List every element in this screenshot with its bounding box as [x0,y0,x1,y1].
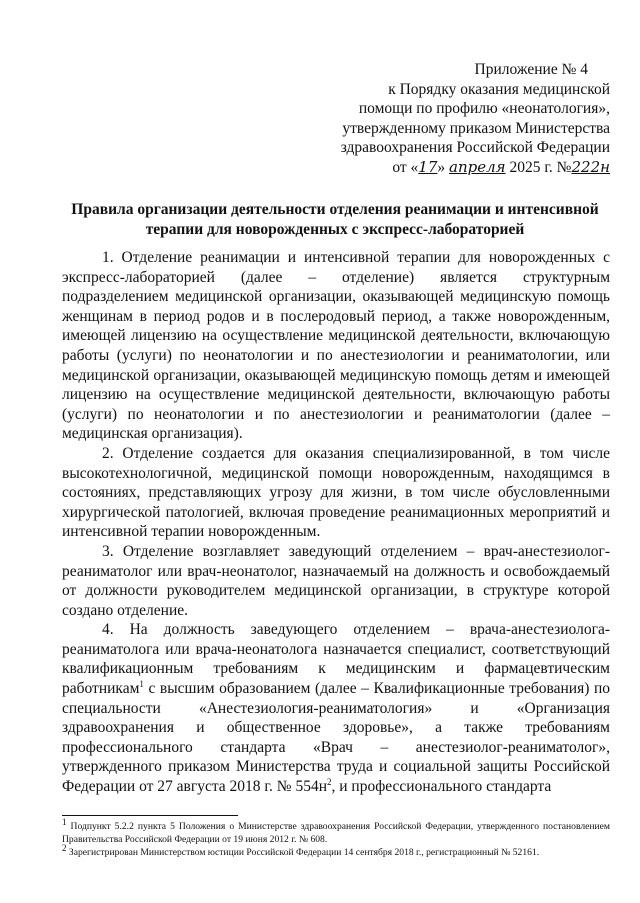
footnotes [62,816,610,859]
footnote-text: Подпункт 5.2.2 пункта 5 Положения о Министерстве здравоохранения Российской Федерации, утвержденного постановлением Правительства Российской Федерации от 19 июня 2012 г. № 608. [62,821,610,845]
paragraph-4 [62,620,610,796]
date-day-handwritten: 17 [418,157,438,176]
paragraph-4-part2: с высшим образованием (далее – Квалификационные требования) по специальности «Анестезиология-реаниматология» и «Организация здравоохранения и общественное здоровье», а также требованиям профессионального стандарта «Врач – анестезиолог-реаниматолог», утвержденного приказом Министерства труда и социальной защиты Российской Федерации от 27 августа 2018 г. № 554н [62,680,610,796]
footnote-1 [62,816,610,846]
date-year: 2025 г. № [509,158,572,176]
paragraph-4-part1: 4. На должность заведующего отделением – врача-анестезиолога-реаниматолога или врача-неонатолога назначается специалист, соответствующий квалификационным требованиям к медицинским и фармацевтическим работникам [62,621,610,698]
date-mid: » [437,158,446,176]
footnote-ref-2: 2 [327,776,332,787]
paragraph-1: 1. Отделение реанимации и интенсивной терапии для новорожденных с экспресс-лабораторией (далее – отделение) является структурным подразделением медицинской организации, оказывающей медицинскую помощь женщинам в период родов и в послеродовый период, а также новорожденным, имеющей лицензию на осуществление медицинской деятельности, включающую работы (услуги) по неонатологии и по анестезиологии и реаниматологии, или медицинской организации, оказывающей медицинскую помощь детям и имеющей лицензию на осуществление медицинской деятельности, включающую работы (услуги) по неонатологии и по анестезиологии и реаниматологии (далее – медицинская организация). [62,249,610,443]
document-body [62,248,610,797]
order-number-handwritten: 222н [571,157,610,176]
title-line: терапии для новорожденных с экспресс-лабораторией [145,221,525,238]
paragraph-3: 3. Отделение возглавляет заведующий отделением – врач-анестезиолог-реаниматолог или врач-неонатолог, назначаемый на должность и освобождаемый от должности руководителем медицинской организации, в структуре которой создано отделение. [62,542,610,619]
date-prefix: от « [392,158,419,176]
appendix-date-line [340,158,610,178]
appendix-title: Приложение № 4 [474,61,588,78]
title-line: Правила организации деятельности отделения реанимации и интенсивной [71,201,599,218]
appendix-header [340,60,610,177]
paragraph-2: 2. Отделение создается для оказания специализированной, в том числе высокотехнологичной, медицинской помощи новорожденным, находящимся в состояниях, представляющих угрозу для жизни, в том числе обусловленными хирургической патологией, включая проведение реанимационных мероприятий и интенсивной терапии новорожденным. [62,444,610,541]
appendix-line: к Порядку оказания медицинской [388,80,610,98]
appendix-line: здравоохранения Российской Федерации [340,139,610,156]
footnote-2 [62,842,610,859]
footnote-mark: 1 [62,816,67,827]
document-title [60,200,610,240]
footnote-mark: 2 [62,842,67,853]
footnote-text: Зарегистрирован Министерством юстиции Российской Федерации 14 сентября 2018 г., регистрационный № 52161. [66,847,540,858]
appendix-line: помощи по профилю «неонатология», [358,100,610,117]
footnote-ref-1: 1 [139,678,144,689]
paragraph-4-part3: , и профессионального стандарта [331,778,552,796]
appendix-line: утвержденному приказом Министерства [342,119,610,137]
date-month-handwritten: апреля [449,157,506,176]
footnote-divider [62,815,238,816]
